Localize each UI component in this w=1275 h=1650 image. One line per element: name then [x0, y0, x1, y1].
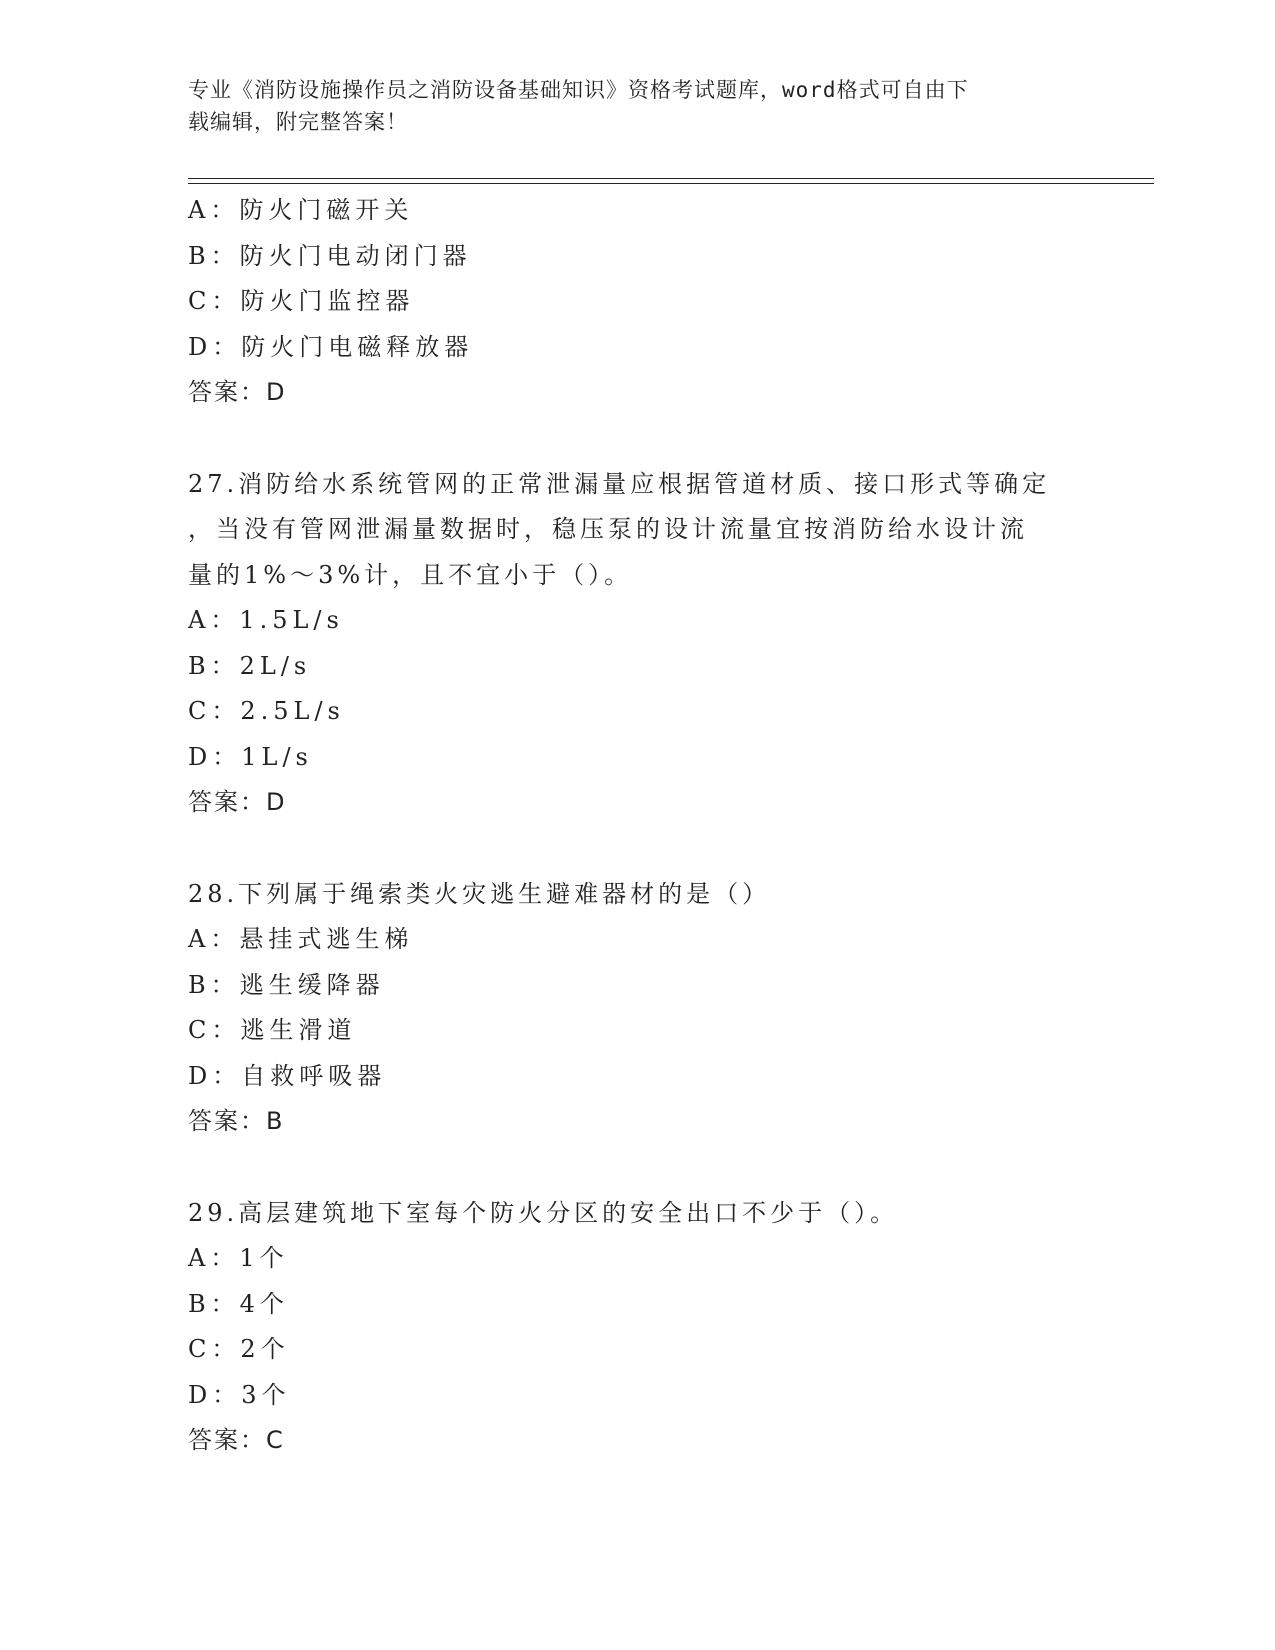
option-b: B：2L/s	[188, 651, 312, 680]
question-stem-line-1: 29.高层建筑地下室每个防火分区的安全出口不少于（）。	[188, 1198, 899, 1227]
option-b: B：防火门电动闭门器	[188, 241, 472, 270]
header-line-2: 载编辑，附完整答案！	[188, 110, 408, 134]
spacer	[188, 826, 1088, 872]
question-29	[188, 1191, 1088, 1464]
question-28	[188, 872, 1088, 1145]
header-rule-top	[188, 178, 1154, 179]
question-list	[188, 188, 1088, 1464]
option-b: B：4个	[188, 1289, 289, 1318]
header-line-1: 专业《消防设施操作员之消防设备基础知识》资格考试题库，word格式可自由下	[188, 78, 969, 102]
option-c: C：2.5L/s	[188, 697, 345, 725]
question-26	[188, 188, 1088, 416]
option-a: A：1.5L/s	[188, 606, 344, 634]
option-a: A：防火门磁开关	[188, 196, 414, 224]
header-rule-bottom	[188, 183, 1154, 184]
option-b: B：逃生缓降器	[188, 970, 385, 999]
question-stem-line-2: ，当没有管网泄漏量数据时，稳压泵的设计流量宜按消防给水设计流	[188, 515, 1028, 543]
option-c: C：2个	[188, 1335, 290, 1363]
answer: 答案：B	[188, 1107, 285, 1135]
spacer	[188, 416, 1088, 462]
question-27	[188, 462, 1088, 826]
option-d: D：防火门电磁释放器	[188, 332, 474, 361]
question-stem-line-3: 量的1%～3%计，且不宜小于（）。	[188, 560, 633, 589]
spacer	[188, 1145, 1088, 1191]
option-a: A：1个	[188, 1244, 289, 1272]
answer: 答案：D	[188, 788, 287, 816]
option-d: D：自救呼吸器	[188, 1061, 387, 1090]
question-stem-line-1: 27.消防给水系统管网的正常泄漏量应根据管道材质、接口形式等确定	[188, 469, 1051, 498]
option-c: C：逃生滑道	[188, 1016, 357, 1044]
answer: 答案：D	[188, 378, 287, 406]
question-stem-line-1: 28.下列属于绳索类火灾逃生避难器材的是（）	[188, 879, 771, 908]
option-d: D：3个	[188, 1380, 291, 1409]
option-d: D：1L/s	[188, 742, 313, 771]
option-c: C：防火门监控器	[188, 287, 415, 315]
option-a: A：悬挂式逃生梯	[188, 925, 414, 953]
document-header	[188, 74, 1088, 138]
answer: 答案：C	[188, 1426, 285, 1454]
